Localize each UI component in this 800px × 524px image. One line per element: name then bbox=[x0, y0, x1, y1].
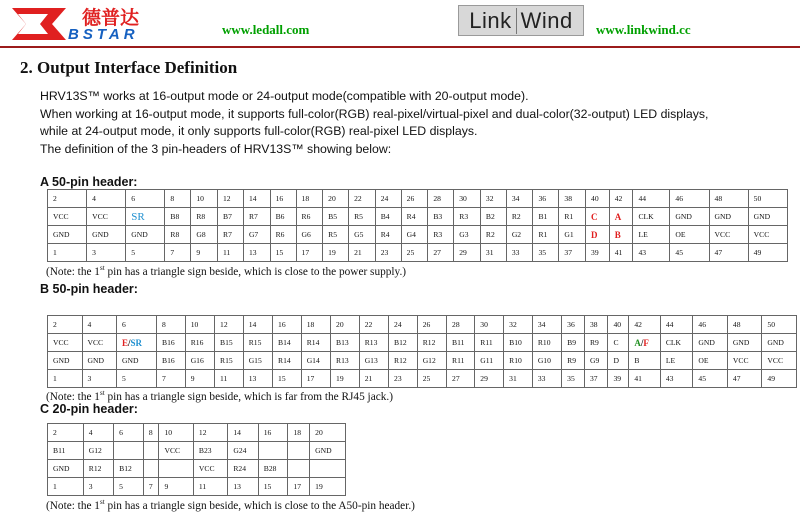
table-cell: R16 bbox=[185, 334, 214, 352]
table-cell: G7 bbox=[243, 226, 270, 244]
table-cell: 15 bbox=[258, 478, 288, 496]
table-cell: 32 bbox=[504, 316, 533, 334]
table-cell: R9 bbox=[562, 352, 585, 370]
table-cell: B bbox=[609, 226, 633, 244]
table-cell: 1 bbox=[48, 478, 84, 496]
table-cell: 15 bbox=[270, 244, 296, 262]
table-cell: VCC bbox=[709, 226, 748, 244]
table-a-title: A 50-pin header: bbox=[40, 175, 138, 189]
table-cell: 17 bbox=[301, 370, 330, 388]
table-cell: LE bbox=[660, 352, 693, 370]
table-cell: 29 bbox=[475, 370, 504, 388]
bstar-logo bbox=[8, 2, 198, 42]
cell-part: / bbox=[640, 337, 644, 348]
table-cell: OE bbox=[670, 226, 709, 244]
table-cell: 47 bbox=[727, 370, 762, 388]
table-cell: B bbox=[629, 352, 661, 370]
table-cell: R12 bbox=[417, 334, 446, 352]
table-cell: B3 bbox=[428, 208, 454, 226]
section-title-text: Output Interface Definition bbox=[37, 58, 238, 77]
table-cell: 5 bbox=[117, 370, 157, 388]
table-cell: G10 bbox=[532, 352, 561, 370]
table-cell: 31 bbox=[504, 370, 533, 388]
table-cell: G1 bbox=[559, 226, 586, 244]
table-cell: 39 bbox=[586, 244, 610, 262]
table-cell: 21 bbox=[359, 370, 388, 388]
table-cell: 4 bbox=[87, 190, 126, 208]
table-cell: 33 bbox=[506, 244, 533, 262]
table-cell: 36 bbox=[533, 190, 559, 208]
table-cell: B8 bbox=[165, 208, 191, 226]
table-cell: 12 bbox=[193, 424, 227, 442]
table-cell: B6 bbox=[270, 208, 296, 226]
table-cell: 14 bbox=[243, 190, 270, 208]
table-cell: GND bbox=[87, 226, 126, 244]
table-cell: 33 bbox=[532, 370, 561, 388]
table-cell: 7 bbox=[143, 478, 159, 496]
table-cell: 36 bbox=[562, 316, 585, 334]
table-cell: B13 bbox=[331, 334, 360, 352]
table-cell: 50 bbox=[762, 316, 797, 334]
table-cell: 41 bbox=[629, 370, 661, 388]
table-cell bbox=[143, 460, 159, 478]
table-cell: 38 bbox=[559, 190, 586, 208]
table-cell: 32 bbox=[480, 190, 506, 208]
table-cell: R3 bbox=[454, 208, 481, 226]
table-cell: 16 bbox=[258, 424, 288, 442]
table-cell: 39 bbox=[608, 370, 629, 388]
table-cell: 46 bbox=[693, 316, 728, 334]
table-cell: 9 bbox=[159, 478, 193, 496]
table-cell: 2 bbox=[48, 190, 87, 208]
table-cell bbox=[288, 460, 310, 478]
table-cell: VCC bbox=[159, 442, 193, 460]
table-cell: 10 bbox=[191, 190, 218, 208]
table-cell: 8 bbox=[143, 424, 159, 442]
table-cell: 11 bbox=[218, 244, 244, 262]
note-post: pin has a triangle sign beside, which is close to the A50-pin header.) bbox=[104, 499, 415, 512]
table-cell: 11 bbox=[215, 370, 244, 388]
note-pre: (Note: the 1 bbox=[46, 390, 100, 403]
table-cell: D bbox=[586, 226, 610, 244]
table-row bbox=[48, 442, 346, 460]
table-cell: G14 bbox=[301, 352, 330, 370]
table-cell: VCC bbox=[762, 352, 797, 370]
table-cell: D bbox=[608, 352, 629, 370]
table-cell: 29 bbox=[454, 244, 481, 262]
table-cell: B12 bbox=[389, 334, 418, 352]
table-cell: VCC bbox=[48, 208, 87, 226]
pin-table-c bbox=[47, 423, 346, 496]
table-cell: 7 bbox=[165, 244, 191, 262]
note-sup: st bbox=[99, 264, 105, 272]
table-cell: G12 bbox=[83, 442, 113, 460]
table-cell: R5 bbox=[349, 208, 376, 226]
table-cell: 20 bbox=[323, 190, 349, 208]
table-cell: G9 bbox=[584, 352, 607, 370]
table-cell: 45 bbox=[693, 370, 728, 388]
table-cell: 30 bbox=[475, 316, 504, 334]
table-cell: B9 bbox=[562, 334, 585, 352]
table-cell: 3 bbox=[83, 478, 113, 496]
table-cell: 1 bbox=[48, 370, 83, 388]
table-cell: 20 bbox=[310, 424, 346, 442]
table-cell: VCC bbox=[193, 460, 227, 478]
linkwind-logo bbox=[458, 5, 584, 36]
table-cell: B11 bbox=[447, 334, 475, 352]
table-cell: 16 bbox=[273, 316, 302, 334]
table-cell: R2 bbox=[480, 226, 506, 244]
table-cell: 24 bbox=[389, 316, 418, 334]
table-cell: G8 bbox=[191, 226, 218, 244]
table-c-title: C 20-pin header: bbox=[40, 402, 138, 416]
intro-line: while at 24-output mode, it only supports full-color(RGB) real-pixel LED displays. bbox=[40, 124, 478, 138]
table-cell: 17 bbox=[296, 244, 323, 262]
page-header bbox=[0, 0, 800, 46]
table-cell: R11 bbox=[475, 334, 504, 352]
table-cell: R5 bbox=[323, 226, 349, 244]
table-cell: GND bbox=[48, 226, 87, 244]
table-row bbox=[48, 208, 788, 226]
table-cell: B12 bbox=[114, 460, 144, 478]
table-cell: 49 bbox=[748, 244, 787, 262]
table-cell: 8 bbox=[157, 316, 186, 334]
table-cell: 16 bbox=[270, 190, 296, 208]
table-cell: GND bbox=[48, 352, 83, 370]
table-cell: R3 bbox=[428, 226, 454, 244]
table-b-note bbox=[46, 389, 393, 403]
table-cell: R7 bbox=[218, 226, 244, 244]
table-cell: 6 bbox=[126, 190, 165, 208]
logo-link-text: Link bbox=[469, 7, 512, 33]
table-cell: 1 bbox=[48, 244, 87, 262]
cell-part: / bbox=[128, 337, 131, 348]
table-cell: G6 bbox=[296, 226, 323, 244]
table-cell bbox=[310, 460, 346, 478]
url-ledall[interactable]: www.ledall.com bbox=[222, 22, 310, 37]
cell-part: A bbox=[634, 337, 641, 348]
table-cell: VCC bbox=[727, 352, 762, 370]
table-cell: B10 bbox=[504, 334, 533, 352]
table-cell: G2 bbox=[506, 226, 533, 244]
table-cell: 31 bbox=[480, 244, 506, 262]
table-cell: B1 bbox=[533, 208, 559, 226]
table-cell: 35 bbox=[533, 244, 559, 262]
table-cell bbox=[159, 460, 193, 478]
table-cell: B16 bbox=[157, 352, 186, 370]
logo-text: BSTAR bbox=[68, 26, 139, 42]
table-cell: 5 bbox=[126, 244, 165, 262]
table-cell: 18 bbox=[288, 424, 310, 442]
table-cell: G11 bbox=[475, 352, 504, 370]
table-cell: VCC bbox=[87, 208, 126, 226]
table-cell: R10 bbox=[532, 334, 561, 352]
table-cell: R12 bbox=[83, 460, 113, 478]
table-cell: G24 bbox=[228, 442, 258, 460]
table-cell: 49 bbox=[762, 370, 797, 388]
table-cell: R6 bbox=[270, 226, 296, 244]
table-cell bbox=[288, 442, 310, 460]
table-cell: R11 bbox=[447, 352, 475, 370]
pin-table-a bbox=[47, 189, 788, 262]
intro-line: The definition of the 3 pin-headers of HRV13S™ showing below: bbox=[40, 141, 392, 156]
table-cell: 42 bbox=[609, 190, 633, 208]
table-cell: 48 bbox=[709, 190, 748, 208]
table-cell: GND bbox=[709, 208, 748, 226]
table-cell: G13 bbox=[359, 352, 388, 370]
table-cell: GND bbox=[670, 208, 709, 226]
note-pre: (Note: the 1 bbox=[46, 265, 100, 278]
table-row bbox=[48, 316, 797, 334]
note-sup: st bbox=[99, 498, 105, 506]
table-cell: 26 bbox=[401, 190, 428, 208]
table-cell: 37 bbox=[584, 370, 607, 388]
table-row bbox=[48, 424, 346, 442]
table-cell: 2 bbox=[48, 424, 84, 442]
table-cell: 13 bbox=[228, 478, 258, 496]
cell-part: E bbox=[122, 337, 129, 348]
table-cell: 27 bbox=[447, 370, 475, 388]
table-cell: GND bbox=[126, 226, 165, 244]
table-cell: 7 bbox=[157, 370, 186, 388]
table-cell: R1 bbox=[533, 226, 559, 244]
table-cell: R8 bbox=[191, 208, 218, 226]
table-cell: 34 bbox=[506, 190, 533, 208]
note-sup: st bbox=[99, 389, 105, 397]
table-cell: 15 bbox=[273, 370, 302, 388]
table-cell: 5 bbox=[114, 478, 144, 496]
table-cell: 6 bbox=[114, 424, 144, 442]
table-cell: CLK bbox=[633, 208, 670, 226]
table-cell: 14 bbox=[228, 424, 258, 442]
intro-line: When working at 16-output mode, it supports full-color(RGB) real-pixel/virtual-pixel and dual-color(32-output) LED displays, bbox=[40, 106, 709, 121]
table-cell: 44 bbox=[633, 190, 670, 208]
table-cell: 25 bbox=[417, 370, 446, 388]
table-cell bbox=[629, 334, 661, 352]
table-cell: G5 bbox=[349, 226, 376, 244]
table-cell: R14 bbox=[301, 334, 330, 352]
table-row bbox=[48, 370, 797, 388]
table-cell: 3 bbox=[87, 244, 126, 262]
table-cell: B14 bbox=[273, 334, 302, 352]
table-c-note bbox=[46, 498, 415, 512]
table-cell: 12 bbox=[215, 316, 244, 334]
table-cell: 28 bbox=[428, 190, 454, 208]
table-cell: R13 bbox=[331, 352, 360, 370]
table-cell: 12 bbox=[218, 190, 244, 208]
table-cell: 11 bbox=[193, 478, 227, 496]
table-cell: 13 bbox=[243, 370, 272, 388]
table-cell: G16 bbox=[185, 352, 214, 370]
table-row bbox=[48, 244, 788, 262]
table-cell: GND bbox=[48, 460, 84, 478]
table-cell: 19 bbox=[331, 370, 360, 388]
table-cell: 40 bbox=[586, 190, 610, 208]
table-a-note bbox=[46, 264, 406, 278]
table-cell: 4 bbox=[83, 424, 113, 442]
table-cell: R6 bbox=[296, 208, 323, 226]
table-cell: 30 bbox=[454, 190, 481, 208]
table-cell: 8 bbox=[165, 190, 191, 208]
table-cell: 28 bbox=[447, 316, 475, 334]
table-cell: LE bbox=[633, 226, 670, 244]
table-cell: 23 bbox=[375, 244, 401, 262]
table-cell bbox=[117, 334, 157, 352]
table-cell: 19 bbox=[323, 244, 349, 262]
table-cell: GND bbox=[748, 208, 787, 226]
table-cell: GND bbox=[693, 334, 728, 352]
table-cell: G12 bbox=[417, 352, 446, 370]
table-row bbox=[48, 190, 788, 208]
table-cell: GND bbox=[117, 352, 157, 370]
table-cell: VCC bbox=[748, 226, 787, 244]
table-cell: CLK bbox=[660, 334, 693, 352]
table-cell: B15 bbox=[215, 334, 244, 352]
table-cell: R10 bbox=[504, 352, 533, 370]
url-linkwind[interactable]: www.linkwind.cc bbox=[596, 22, 691, 37]
table-cell: C bbox=[586, 208, 610, 226]
table-cell: VCC bbox=[82, 334, 117, 352]
table-row bbox=[48, 226, 788, 244]
table-cell: B11 bbox=[48, 442, 84, 460]
table-row bbox=[48, 352, 797, 370]
table-cell: 4 bbox=[82, 316, 117, 334]
table-cell: 10 bbox=[159, 424, 193, 442]
table-cell: 21 bbox=[349, 244, 376, 262]
table-cell: 27 bbox=[428, 244, 454, 262]
table-cell: B5 bbox=[323, 208, 349, 226]
header-rule bbox=[0, 46, 800, 48]
table-cell: R24 bbox=[228, 460, 258, 478]
table-cell: 6 bbox=[117, 316, 157, 334]
table-cell: 23 bbox=[389, 370, 418, 388]
table-cell: 24 bbox=[375, 190, 401, 208]
table-cell: 9 bbox=[185, 370, 214, 388]
table-cell: 38 bbox=[584, 316, 607, 334]
table-cell: 17 bbox=[288, 478, 310, 496]
table-cell: GND bbox=[310, 442, 346, 460]
table-cell: 2 bbox=[48, 316, 83, 334]
cell-part: SR bbox=[130, 337, 143, 348]
table-cell: R14 bbox=[273, 352, 302, 370]
table-cell: B7 bbox=[218, 208, 244, 226]
table-cell: B2 bbox=[480, 208, 506, 226]
table-cell: 10 bbox=[185, 316, 214, 334]
table-cell: B4 bbox=[375, 208, 401, 226]
table-cell: 26 bbox=[417, 316, 446, 334]
table-cell: 41 bbox=[609, 244, 633, 262]
table-cell: R7 bbox=[243, 208, 270, 226]
table-cell: 25 bbox=[401, 244, 428, 262]
table-cell: G4 bbox=[401, 226, 428, 244]
table-row bbox=[48, 478, 346, 496]
table-cell: R9 bbox=[584, 334, 607, 352]
table-cell: R15 bbox=[215, 352, 244, 370]
table-cell: OE bbox=[693, 352, 728, 370]
table-cell: 34 bbox=[532, 316, 561, 334]
table-cell: B23 bbox=[193, 442, 227, 460]
table-cell: C bbox=[608, 334, 629, 352]
table-cell bbox=[114, 442, 144, 460]
note-pre: (Note: the 1 bbox=[46, 499, 100, 512]
table-cell: G3 bbox=[454, 226, 481, 244]
note-post: pin has a triangle sign beside, which is close to the power supply.) bbox=[104, 265, 407, 278]
table-cell: 42 bbox=[629, 316, 661, 334]
table-cell: VCC bbox=[48, 334, 83, 352]
intro-line: HRV13S™ works at 16-output mode or 24-output mode(compatible with 20-output mode). bbox=[40, 89, 529, 103]
table-cell: 22 bbox=[359, 316, 388, 334]
table-cell: R4 bbox=[401, 208, 428, 226]
table-cell: GND bbox=[727, 334, 762, 352]
table-cell: B28 bbox=[258, 460, 288, 478]
table-cell: 20 bbox=[331, 316, 360, 334]
table-cell bbox=[258, 442, 288, 460]
intro-paragraph bbox=[40, 88, 708, 158]
pin-table-b bbox=[47, 315, 797, 388]
table-cell: 50 bbox=[748, 190, 787, 208]
table-cell: 43 bbox=[660, 370, 693, 388]
table-cell bbox=[143, 442, 159, 460]
table-cell: 35 bbox=[562, 370, 585, 388]
note-post: pin has a triangle sign beside, which is far from the RJ45 jack.) bbox=[104, 390, 393, 403]
section-number: 2. bbox=[20, 58, 33, 77]
table-cell: 19 bbox=[310, 478, 346, 496]
table-cell: 44 bbox=[660, 316, 693, 334]
table-cell: R13 bbox=[359, 334, 388, 352]
table-cell: A bbox=[609, 208, 633, 226]
table-cell: 22 bbox=[349, 190, 376, 208]
table-row bbox=[48, 334, 797, 352]
table-cell: GND bbox=[762, 334, 797, 352]
table-cell: R2 bbox=[506, 208, 533, 226]
table-cell: G15 bbox=[243, 352, 272, 370]
table-cell: 18 bbox=[296, 190, 323, 208]
table-cell: GND bbox=[82, 352, 117, 370]
table-cell: B16 bbox=[157, 334, 186, 352]
table-cell: 13 bbox=[243, 244, 270, 262]
table-cell: 43 bbox=[633, 244, 670, 262]
section-title bbox=[20, 58, 237, 78]
table-cell: SR bbox=[126, 208, 165, 226]
table-cell: R1 bbox=[559, 208, 586, 226]
table-cell: 46 bbox=[670, 190, 709, 208]
table-cell: R4 bbox=[375, 226, 401, 244]
logo-wind-text: Wind bbox=[516, 8, 573, 34]
table-row bbox=[48, 460, 346, 478]
table-cell: 45 bbox=[670, 244, 709, 262]
table-cell: R12 bbox=[389, 352, 418, 370]
table-cell: 48 bbox=[727, 316, 762, 334]
logo-cn-text: 德普达 bbox=[82, 7, 140, 29]
table-cell: 40 bbox=[608, 316, 629, 334]
table-cell: R15 bbox=[243, 334, 272, 352]
table-b-title: B 50-pin header: bbox=[40, 282, 138, 296]
table-cell: 37 bbox=[559, 244, 586, 262]
table-cell: 18 bbox=[301, 316, 330, 334]
table-cell: 3 bbox=[82, 370, 117, 388]
cell-part: F bbox=[643, 337, 649, 348]
table-cell: 47 bbox=[709, 244, 748, 262]
table-cell: 14 bbox=[243, 316, 272, 334]
table-cell: R8 bbox=[165, 226, 191, 244]
table-cell: 9 bbox=[191, 244, 218, 262]
